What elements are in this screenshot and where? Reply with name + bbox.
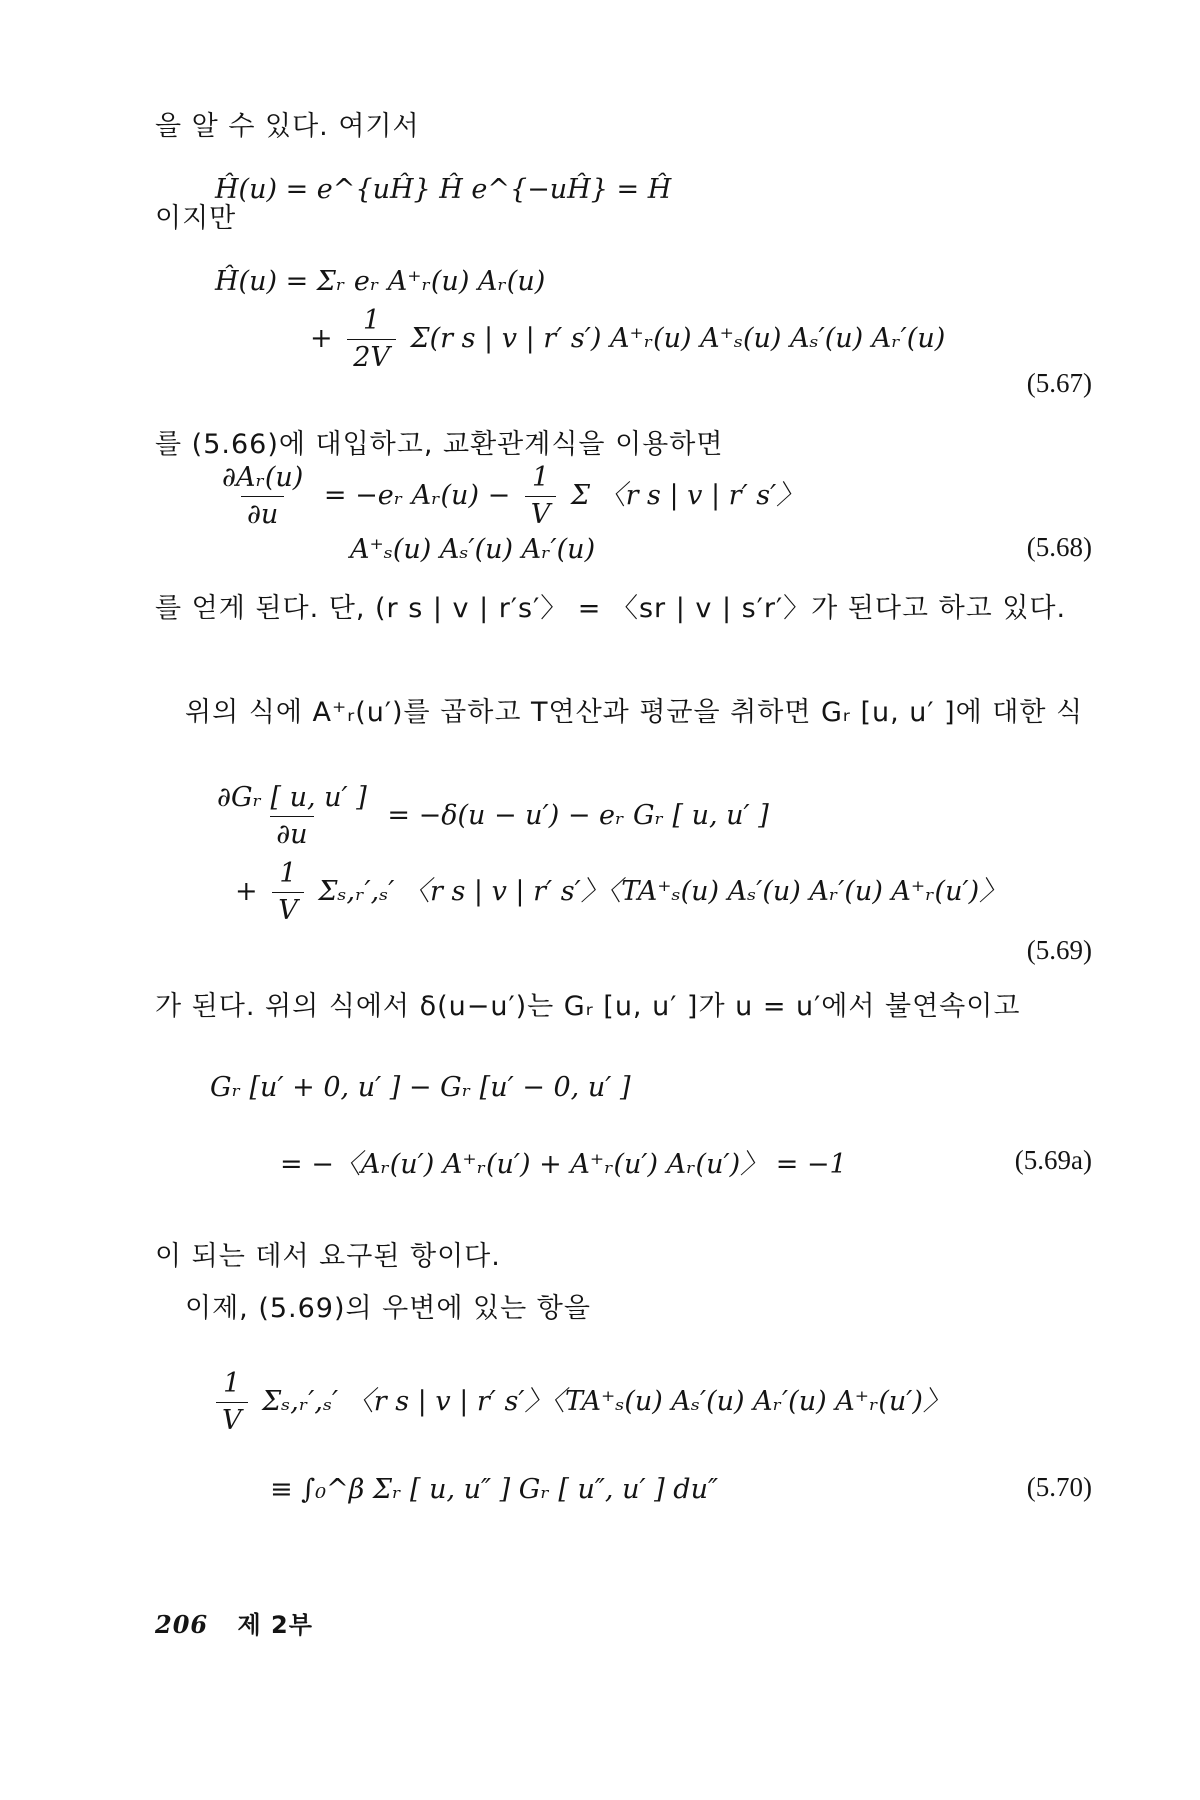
equation-5-69a-line-2: = −〈Aᵣ(u′) A⁺ᵣ(u′) + A⁺ᵣ(u′) Aᵣ(u′)〉 = −1 (280, 1149, 847, 1180)
fraction-1-over-v (216, 1368, 248, 1437)
plus-sign: + (235, 876, 258, 907)
equation-5-70-line-1 (210, 1368, 950, 1437)
fraction-1-over-2v (347, 305, 396, 374)
equation-term: = −eᵣ Aᵣ(u) − (323, 480, 511, 511)
paragraph-4: 를 얻게 된다. 단, (r s | v | r′s′〉 = 〈sr | v | s′r′〉가 된다고 하고 있다. (155, 593, 1067, 624)
equation-5-69-line-1 (205, 782, 769, 851)
fraction-partial-a (216, 462, 309, 531)
fraction-1-over-v (272, 858, 304, 927)
equation-term: Σ 〈r s | v | r′ s′〉 (570, 480, 804, 511)
paragraph-8: 이제, (5.69)의 우변에 있는 항을 (185, 1293, 591, 1324)
equation-5-67-line-2 (310, 305, 945, 374)
fraction-1-over-v (525, 462, 557, 531)
equation-5-67-line-1: Ĥ(u) = Σᵣ eᵣ A⁺ᵣ(u) Aᵣ(u) (215, 266, 546, 297)
paragraph-2: 이지만 (155, 203, 237, 234)
equation-5-70-line-2: ≡ ∫₀^β Σᵣ [ u, u″ ] Gᵣ [ u″, u′ ] du″ (270, 1474, 719, 1505)
fraction-numerator: ∂Aᵣ(u) (222, 462, 304, 493)
equation-number-5-70: (5.70) (1026, 1472, 1092, 1502)
fraction-numerator: 1 (362, 305, 381, 336)
equation-number-5-67: (5.67) (1026, 368, 1092, 398)
equation-term: Σ(r s | v | r′ s′) A⁺ᵣ(u) A⁺ₛ(u) Aₛ′(u) Aᵣ′(u) (410, 323, 946, 354)
plus-sign: + (310, 323, 333, 354)
equation-5-68-line-2: A⁺ₛ(u) Aₛ′(u) Aᵣ′(u) (350, 534, 596, 565)
fraction-numerator: 1 (279, 858, 297, 889)
fraction-denominator: ∂u (241, 496, 284, 531)
paragraph-1: 을 알 수 있다. 여기서 (155, 111, 420, 142)
fraction-denominator: V (525, 496, 557, 531)
fraction-denominator: 2V (347, 339, 396, 374)
equation-number-5-68: (5.68) (1026, 532, 1092, 562)
equation-5-69a-line-1: Gᵣ [u′ + 0, u′ ] − Gᵣ [u′ − 0, u′ ] (210, 1072, 631, 1103)
fraction-numerator: ∂Gᵣ [ u, u′ ] (217, 782, 367, 813)
fraction-numerator: 1 (531, 462, 550, 493)
fraction-partial-g (211, 782, 373, 851)
page-number: 206 (155, 1610, 209, 1639)
equation-5-68-line-1 (210, 462, 803, 531)
equation-5-69-line-2 (235, 858, 1006, 927)
paragraph-7: 이 되는 데서 요구된 항이다. (155, 1241, 501, 1272)
paragraph-3: 를 (5.66)에 대입하고, 교환관계식을 이용하면 (155, 429, 724, 460)
fraction-denominator: ∂u (270, 816, 313, 851)
page-footer (155, 1605, 313, 1640)
paragraph-5: 위의 식에 A⁺ᵣ(u′)를 곱하고 T연산과 평균을 취하면 Gᵣ [u, u′ ]에 대한 식 (185, 697, 1084, 728)
fraction-denominator: V (216, 1402, 248, 1437)
part-label: 제 2부 (237, 1611, 313, 1639)
equation-term: Σₛ,ᵣ′,ₛ′ 〈r s | v | r′ s′〉〈TA⁺ₛ(u) Aₛ′(u) Aᵣ′(u) A⁺ᵣ(u′)〉 (318, 876, 1007, 907)
paragraph-6: 가 된다. 위의 식에서 δ(u−u′)는 Gᵣ [u, u′ ]가 u = u′에서 불연속이고 (155, 991, 1021, 1022)
equation-term: = −δ(u − u′) − eᵣ Gᵣ [ u, u′ ] (387, 800, 769, 831)
equation-term: Σₛ,ᵣ′,ₛ′ 〈r s | v | r′ s′〉〈TA⁺ₛ(u) Aₛ′(u) Aᵣ′(u) A⁺ᵣ(u′)〉 (262, 1386, 950, 1417)
fraction-numerator: 1 (223, 1368, 241, 1399)
equation-number-5-69a: (5.69a) (1014, 1145, 1092, 1175)
equation-number-5-69: (5.69) (1026, 935, 1092, 965)
equation-hamiltonian-u: Ĥ(u) = e^{uĤ} Ĥ e^{−uĤ} = Ĥ (215, 174, 672, 205)
fraction-denominator: V (272, 892, 304, 927)
